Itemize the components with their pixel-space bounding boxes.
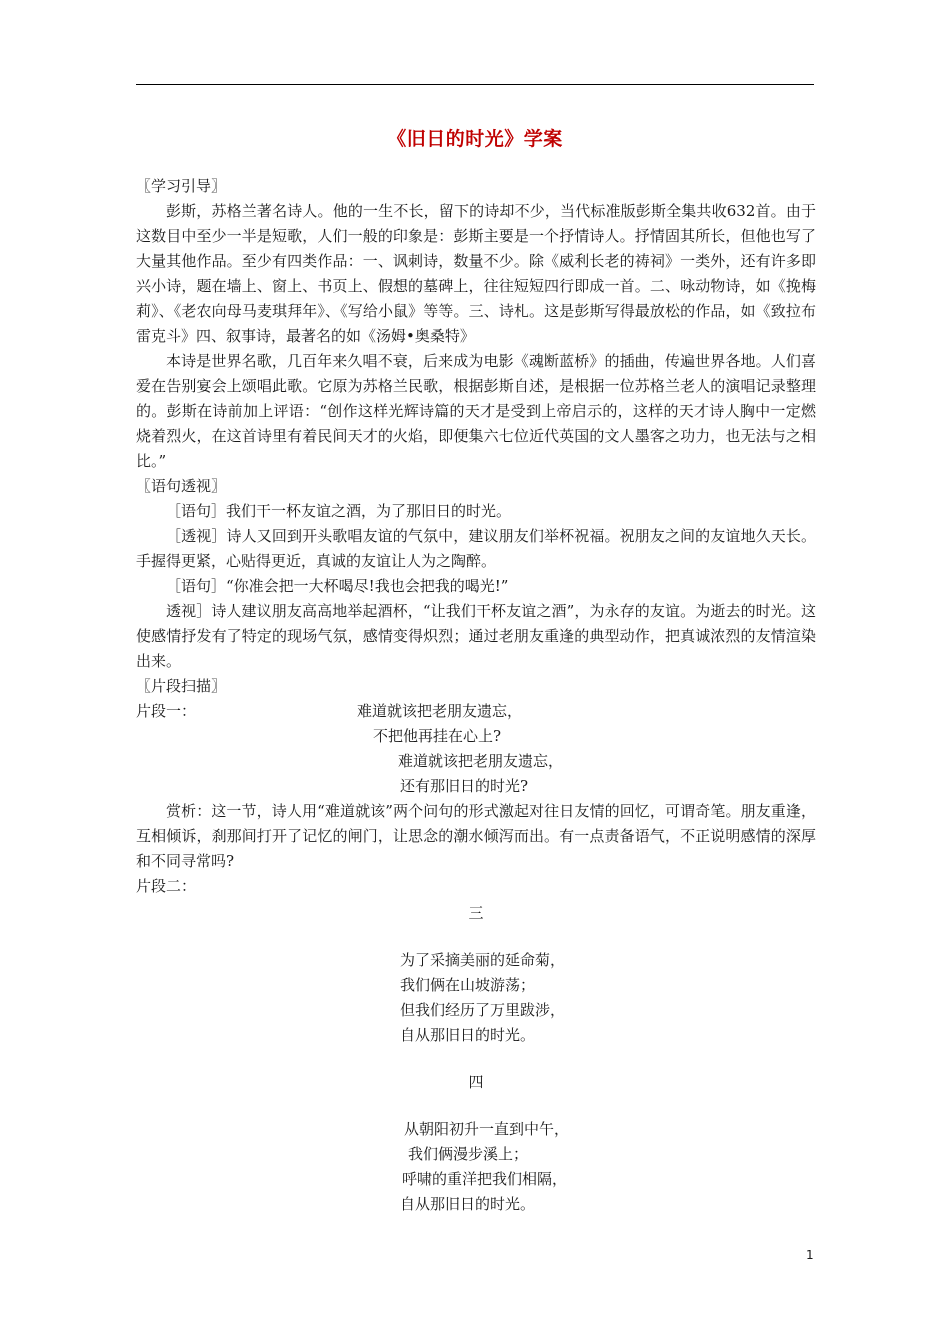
- poem-line: 但我们经历了万里跋涉，: [400, 1001, 566, 1019]
- document-title: 《旧日的时光》学案: [387, 128, 563, 150]
- poem-line-row: [136, 1192, 816, 1217]
- poem-line: 不把他再挂在心上?: [373, 727, 502, 745]
- poem-line-row: [136, 973, 816, 998]
- poem-line: 从朝阳初升一直到中午，: [404, 1120, 570, 1138]
- stanza-3-title: 三: [468, 904, 484, 922]
- sentence-1: ［语句］我们干一杯友谊之酒，为了那旧日的时光。: [166, 502, 512, 520]
- poem-line: 难道就该把老朋友遗忘，: [357, 702, 523, 720]
- poem-line: 还有那旧日的时光?: [400, 777, 529, 795]
- stanza-4-title: 四: [468, 1073, 484, 1091]
- fragment-2-label: 片段二：: [136, 877, 197, 895]
- page-number: 1: [806, 1248, 814, 1262]
- fragment-1-first-line: [136, 699, 816, 724]
- poem-line-row: [136, 948, 816, 973]
- poem-line: 我们俩漫步溪上；: [408, 1145, 529, 1163]
- poem-line-row: [136, 998, 816, 1023]
- header-rule: [136, 84, 814, 85]
- guide-paragraph-2: 本诗是世界名歌，几百年来久唱不衰，后来成为电影《魂断蓝桥》的插曲，传遍世界各地。人们喜爱在告别宴会上颂唱此歌。它原为苏格兰民歌，根据彭斯自述，是根据一位苏格兰老人的演唱记录整理的。彭斯在诗前加上评语：“创作这样光辉诗篇的天才是受到上帝启示的，这样的天才诗人胸中一定燃烧着烈火，在这首诗里有着民间天才的火焰，即便集六七位近代英国的文人墨客之功力，也无法与之相比。”: [136, 352, 816, 470]
- poem-line: 呼啸的重洋把我们相隔，: [402, 1170, 568, 1188]
- document-body: [136, 174, 816, 1217]
- section-heading-fragments: 〖片段扫描〗: [136, 677, 227, 695]
- analysis-2: 透视］诗人建议朋友高高地举起酒杯，“让我们干杯友谊之酒”，为永存的友谊。为逝去的时光。这使感情抒发有了特定的现场气氛，感情变得炽烈；通过老朋友重逢的典型动作，把真诚浓烈的友情渲染出来。: [136, 602, 816, 670]
- poem-line-row: [136, 1142, 816, 1167]
- poem-line: 自从那旧日的时光。: [400, 1026, 536, 1044]
- guide-paragraph-1: 彭斯，苏格兰著名诗人。他的一生不长，留下的诗却不少，当代标准版彭斯全集共收632首。由于这数目中至少一半是短歌，人们一般的印象是：彭斯主要是一个抒情诗人。抒情固其所长，但他也写了大量其他作品。至少有四类作品：一、讽刺诗，数量不少。除《威利长老的祷祠》一类外，还有许多即兴小诗，题在墙上、窗上、书页上、假想的墓碑上，往往短短四行即成一首。二、咏动物诗，如《挽梅莉》、《老农向母马麦琪拜年》、《写给小鼠》等等。三、诗札。这是彭斯写得最放松的作品，如《致拉布雷克斗》四、叙事诗，最著名的如《汤姆•奥桑特》: [136, 202, 816, 345]
- poem-line: 自从那旧日的时光。: [400, 1195, 536, 1213]
- fragment-1-label: 片段一：: [136, 702, 197, 720]
- section-heading-sentence: 〖语句透视〗: [136, 477, 227, 495]
- poem-line: 难道就该把老朋友遗忘，: [398, 752, 564, 770]
- poem-line-row: [136, 1117, 816, 1142]
- poem-line-row: [136, 724, 816, 749]
- sentence-2: ［语句］“你准会把一大杯喝尽!我也会把我的喝光!”: [166, 577, 509, 595]
- fragment-1-analysis: 赏析：这一节，诗人用“难道就该”两个问句的形式激起对往日友情的回忆，可谓奇笔。朋友重逢，互相倾诉，刹那间打开了记忆的闸门，让思念的潮水倾泻而出。有一点责备语气，不正说明感情的深厚和不同寻常吗?: [136, 802, 816, 870]
- poem-line-row: [136, 749, 816, 774]
- poem-line-row: [136, 774, 816, 799]
- section-heading-guide: 〖学习引导〗: [136, 177, 227, 195]
- poem-line-row: [136, 1023, 816, 1048]
- poem-line: 为了采摘美丽的延命菊，: [400, 951, 566, 969]
- poem-line-row: [136, 1167, 816, 1192]
- analysis-1: ［透视］诗人又回到开头歌唱友谊的气氛中，建议朋友们举杯祝福。祝朋友之间的友谊地久天长。手握得更紧，心贴得更近，真诚的友谊让人为之陶醉。: [136, 527, 816, 570]
- poem-line: 我们俩在山坡游荡；: [400, 976, 536, 994]
